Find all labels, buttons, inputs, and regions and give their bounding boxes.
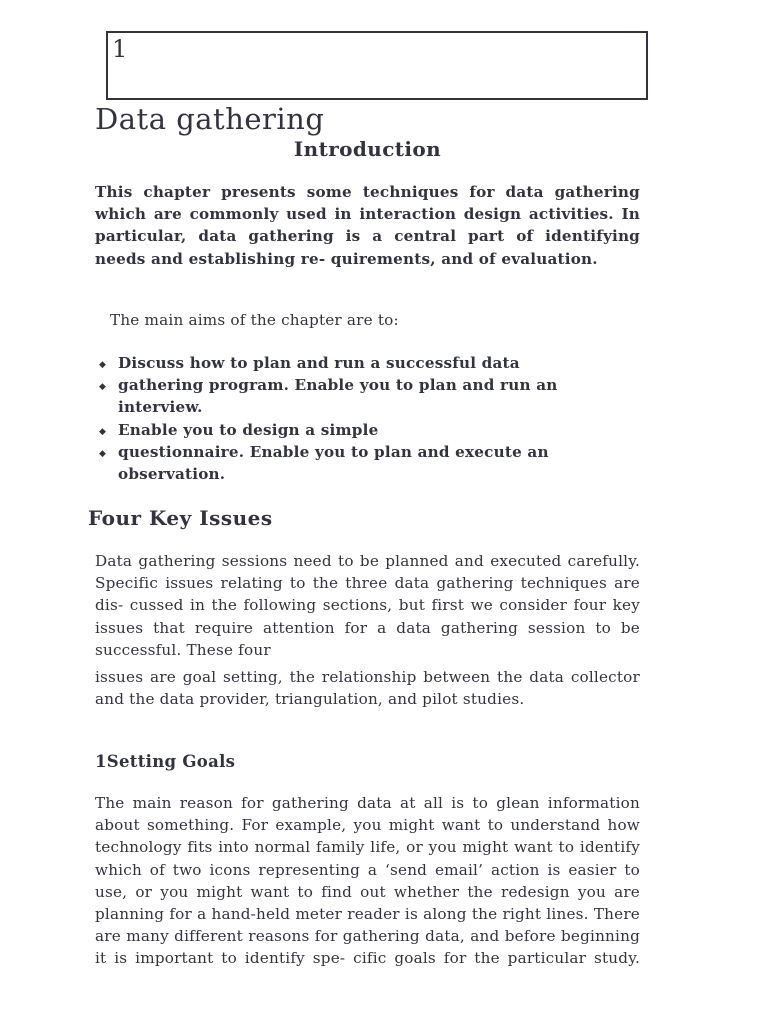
key-issues-paragraph-2: issues are goal setting, the relationship between the data collector and the data provider, triangulation, and pilot studies. xyxy=(95,668,640,709)
bullet-icon: ◆ xyxy=(99,382,107,393)
aim-item xyxy=(95,419,615,441)
bullet-icon: ◆ xyxy=(99,448,107,459)
chapter-title: Data gathering xyxy=(95,102,325,136)
bullet-icon: ◆ xyxy=(99,360,107,370)
aims-list xyxy=(95,352,615,485)
aim-item xyxy=(95,374,615,418)
bullet-icon: ◆ xyxy=(99,426,107,437)
section-title-introduction: Introduction xyxy=(293,137,442,161)
aim-item-text: questionnaire. Enable you to plan and execute an observation. xyxy=(118,442,549,484)
aim-item-text: gathering program. Enable you to plan and run an interview. xyxy=(118,376,558,417)
chapter-abstract: This chapter presents some techniques for data gathering which are commonly used in interaction design activities. In particular, data gathering is a central part of identifying needs and establishing re- quirements, and of evaluation. xyxy=(95,183,640,268)
aims-intro: The main aims of the chapter are to: xyxy=(110,311,399,329)
key-issues-paragraph-1: Data gathering sessions need to be planned and executed carefully. Specific issues relating to the three data gathering techniques are dis- cussed in the following sections, but first we consider four key issues that require attention for a data gathering session to be successful. These four xyxy=(95,552,640,659)
aim-item-text: Discuss how to plan and run a successful data xyxy=(118,354,520,372)
aim-item xyxy=(95,441,615,485)
setting-goals-paragraph: The main reason for gathering data at all is to glean information about something. For example, you might want to understand how technology fits into normal family life, or you might want to identify which of two icons representing a ‘send email’ action is easier to use, or you might want to find out whether the redesign you are planning for a hand-held meter reader is along the right lines. There are many different reasons for gathering data, and before beginning it is important to identify spe- cific goals for the particular study. xyxy=(95,794,640,968)
heading-setting-goals: 1Setting Goals xyxy=(95,752,236,771)
aim-item-text: Enable you to design a simple xyxy=(118,420,379,439)
heading-four-key-issues: Four Key Issues xyxy=(88,506,273,530)
page-number-box xyxy=(106,31,648,100)
aim-item xyxy=(95,352,615,374)
page-number: 1 xyxy=(112,35,128,63)
